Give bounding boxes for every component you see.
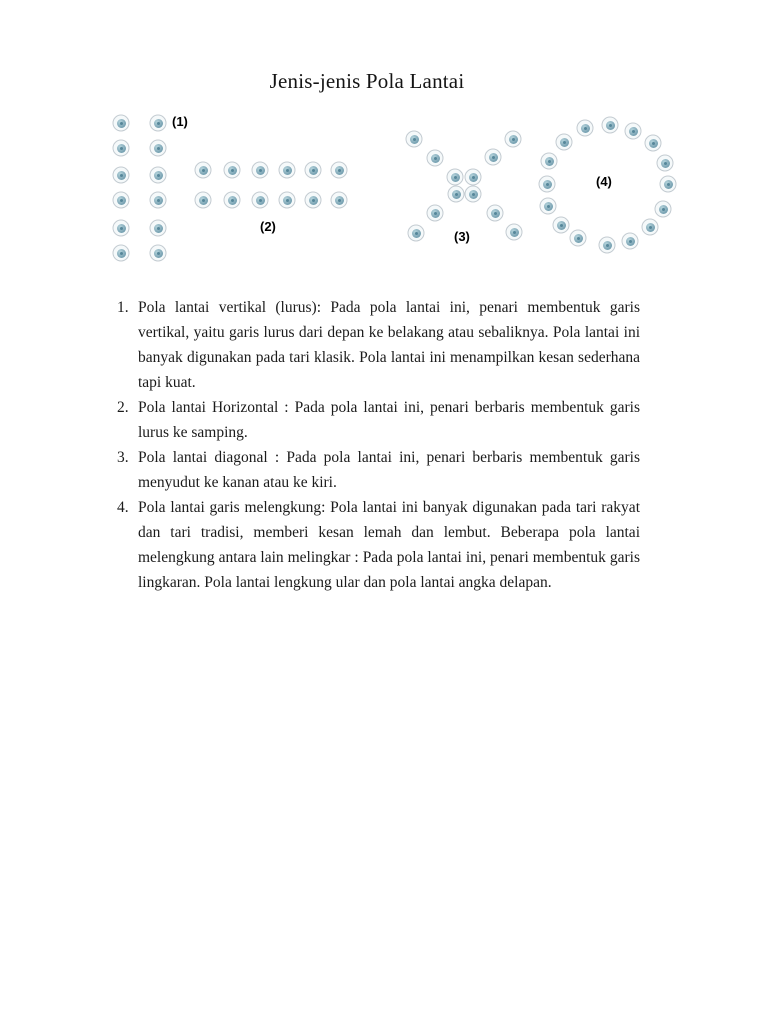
dancer-dot <box>252 162 269 179</box>
list-number: 3. <box>117 449 129 466</box>
floor-pattern-diagram <box>0 0 768 290</box>
dancer-dot <box>113 167 130 184</box>
dancer-dot <box>113 192 130 209</box>
dancer-dot <box>331 162 348 179</box>
dancer-dot <box>541 153 558 170</box>
dancer-dot <box>553 217 570 234</box>
dancer-dot <box>465 169 482 186</box>
list-item-text: Pola lantai vertikal (lurus): Pada pola lantai ini, penari membentuk garis vertikal, yaitu garis lurus dari depan ke belakang atau sebaliknya. Pola lantai ini banyak digunakan pada tari klasik. Pola lantai ini menampilkan kesan sederhana tapi kuat. <box>138 299 640 391</box>
dancer-dot <box>448 186 465 203</box>
dancer-dot <box>485 149 502 166</box>
dancer-dot <box>195 162 212 179</box>
dancer-dot <box>279 162 296 179</box>
dancer-dot <box>279 192 296 209</box>
dancer-dot <box>305 192 322 209</box>
pattern-label-2: (2) <box>260 219 276 234</box>
pattern-label-4: (4) <box>596 174 612 189</box>
dancer-dot <box>602 117 619 134</box>
dancer-dot <box>487 205 504 222</box>
dancer-dot <box>660 176 677 193</box>
dancer-dot <box>150 167 167 184</box>
dancer-dot <box>540 198 557 215</box>
dancer-dot <box>113 115 130 132</box>
page-title: Jenis-jenis Pola Lantai <box>269 69 465 94</box>
list-item-text: Pola lantai Horizontal : Pada pola lantai ini, penari berbaris membentuk garis lurus ke samping. <box>138 399 640 441</box>
dancer-dot <box>406 131 423 148</box>
pattern-label-3: (3) <box>454 229 470 244</box>
dancer-dot <box>427 205 444 222</box>
dancer-dot <box>224 162 241 179</box>
dancer-dot <box>113 245 130 262</box>
dancer-dot <box>305 162 322 179</box>
list-item-horizontal <box>117 395 640 445</box>
dancer-dot <box>506 224 523 241</box>
pattern-list <box>117 295 640 595</box>
dancer-dot <box>195 192 212 209</box>
dancer-dot <box>113 220 130 237</box>
dancer-dot <box>331 192 348 209</box>
dancer-dot <box>224 192 241 209</box>
list-item-diagonal <box>117 445 640 495</box>
list-number: 1. <box>117 299 129 316</box>
dancer-dot <box>150 115 167 132</box>
pattern-label-1: (1) <box>172 114 188 129</box>
dancer-dot <box>642 219 659 236</box>
dancer-dot <box>577 120 594 137</box>
dancer-dot <box>447 169 464 186</box>
dancer-dot <box>625 123 642 140</box>
dancer-dot <box>427 150 444 167</box>
dancer-dot <box>150 192 167 209</box>
dancer-dot <box>505 131 522 148</box>
dancer-dot <box>622 233 639 250</box>
dancer-dot <box>252 192 269 209</box>
dancer-dot <box>599 237 616 254</box>
list-item-text: Pola lantai diagonal : Pada pola lantai ini, penari berbaris membentuk garis menyudut ke kanan atau ke kiri. <box>138 449 640 491</box>
dancer-dot <box>150 245 167 262</box>
list-number: 4. <box>117 499 129 516</box>
list-item-melengkung <box>117 495 640 595</box>
dancer-dot <box>150 220 167 237</box>
dancer-dot <box>570 230 587 247</box>
dancer-dot <box>150 140 167 157</box>
dancer-dot <box>655 201 672 218</box>
list-item-text: Pola lantai garis melengkung: Pola lantai ini banyak digunakan pada tari rakyat dan tari tradisi, memberi kesan lemah dan lembut. Beberapa pola lantai melengkung antara lain melingkar : Pada pola lantai ini, penari membentuk garis lingkaran. Pola lantai lengkung ular dan pola lantai angka delapan. <box>138 499 640 591</box>
dancer-dot <box>465 186 482 203</box>
dancer-dot <box>657 155 674 172</box>
list-number: 2. <box>117 399 129 416</box>
dancer-dot <box>408 225 425 242</box>
dancer-dot <box>556 134 573 151</box>
dancer-dot <box>645 135 662 152</box>
dancer-dot <box>539 176 556 193</box>
list-item-vertical <box>117 295 640 395</box>
dancer-dot <box>113 140 130 157</box>
